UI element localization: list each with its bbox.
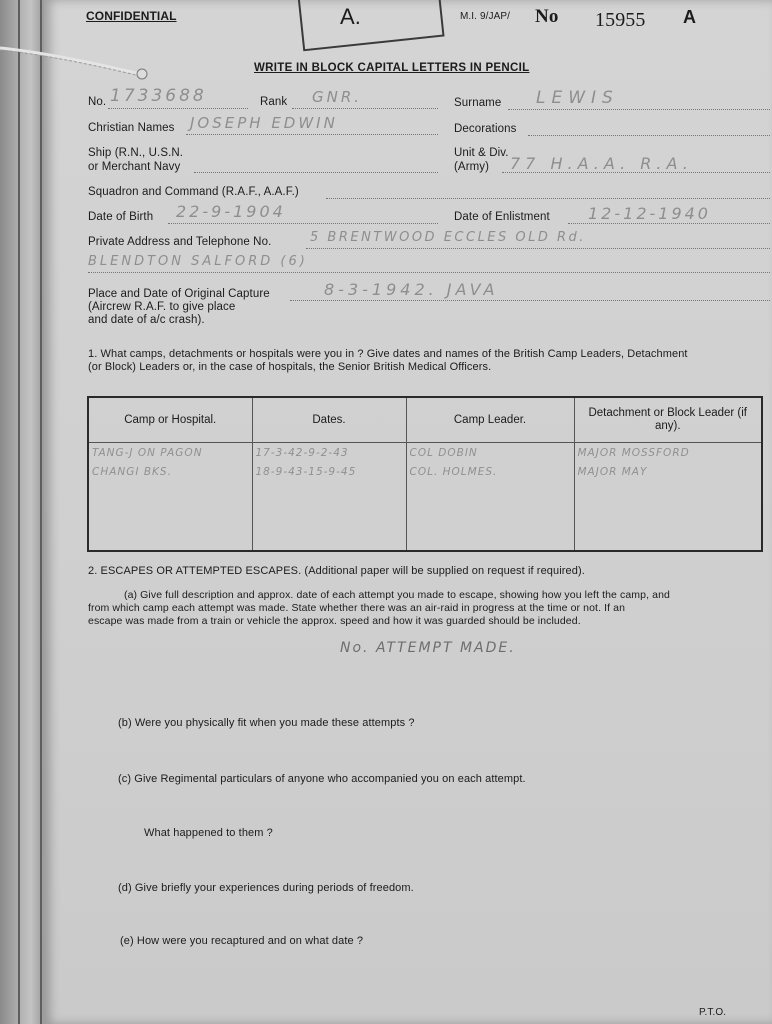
capture-line — [290, 300, 770, 301]
form-suffix: A — [683, 7, 697, 27]
leader-2: COL. HOLMES. — [409, 466, 498, 478]
rank-label: Rank — [260, 96, 288, 108]
q1-line-2: (or Block) Leaders or, in the case of hospitals, the Senior British Medical Officers. — [88, 361, 492, 373]
address-value-2: BLENDTON SALFORD (6) — [88, 254, 308, 269]
dates-2: 18-9-43-15-9-45 — [255, 466, 357, 478]
box-letter: A. — [340, 4, 361, 29]
camps-table — [87, 396, 763, 552]
col-header-detachment: Detachment or Block Leader (if any). — [574, 397, 762, 443]
q2-c-followup: What happened to them ? — [144, 827, 273, 839]
squadron-line — [326, 198, 770, 199]
table-row — [88, 443, 762, 552]
enlistment-value: 12-12-1940 — [588, 204, 711, 223]
form-page — [44, 0, 772, 1024]
q2-title: 2. ESCAPES OR ATTEMPTED ESCAPES. (Additional paper will be supplied on request if required). — [88, 565, 585, 577]
classification-mark: CONFIDENTIAL — [86, 9, 177, 23]
ship-label-2: or Merchant Navy — [88, 161, 181, 173]
dob-label: Date of Birth — [88, 211, 154, 223]
camp-1: TANG-J ON PAGON — [92, 447, 203, 459]
capture-value: 8-3-1942. JAVA — [324, 280, 499, 299]
surname-value: LEWIS — [536, 88, 619, 108]
col-header-dates: Dates. — [252, 397, 406, 443]
leader-1: COL DOBIN — [409, 447, 478, 459]
stamp-box — [297, 0, 444, 51]
q2-b: (b) Were you physically fit when you made these attempts ? — [118, 717, 415, 729]
detachment-2: MAJOR MAY — [577, 466, 648, 478]
rank-line — [292, 108, 438, 109]
q2-d: (d) Give briefly your experiences during periods of freedom. — [118, 882, 414, 894]
no-line — [108, 108, 248, 109]
surname-line — [508, 109, 770, 110]
christian-label: Christian Names — [88, 122, 175, 134]
unit-label-2: (Army) — [454, 161, 490, 173]
capture-label-1: Place and Date of Original Capture — [88, 288, 270, 300]
squadron-label: Squadron and Command (R.A.F., A.A.F.) — [88, 186, 299, 198]
detachment-1: MAJOR MOSSFORD — [577, 447, 690, 459]
christian-value: JOSEPH EDWIN — [190, 114, 338, 132]
q2-a-line-2: from which camp each attempt was made. State whether there was an air-raid in progress at the time or not. If an — [88, 602, 626, 614]
camp-2: CHANGI BKS. — [92, 466, 172, 478]
no-value: 1733688 — [110, 86, 207, 106]
christian-line — [186, 134, 438, 135]
dob-value: 22-9-1904 — [176, 202, 286, 221]
unit-label-1: Unit & Div. — [454, 147, 509, 159]
ref-code: M.I. 9/JAP/ — [460, 11, 511, 22]
capture-label-3: and date of a/c crash). — [88, 314, 205, 326]
col-header-leader: Camp Leader. — [406, 397, 574, 443]
dates-1: 17-3-42-9-2-43 — [255, 447, 349, 459]
decorations-line — [528, 135, 770, 136]
q1-line-1: 1. What camps, detachments or hospitals were you in ? Give dates and names of the British Camp Leaders, Detachment — [88, 348, 688, 360]
enlistment-line — [568, 223, 770, 224]
q2-answer: No. ATTEMPT MADE. — [340, 640, 516, 656]
binder-strip — [0, 0, 44, 1024]
address-line-2 — [88, 272, 770, 273]
q2-c: (c) Give Regimental particulars of anyone who accompanied you on each attempt. — [118, 773, 526, 785]
number-label: No — [535, 6, 559, 27]
surname-label: Surname — [454, 97, 502, 109]
rank-value: GNR. — [312, 88, 363, 106]
instruction-heading: WRITE IN BLOCK CAPITAL LETTERS IN PENCIL — [254, 62, 530, 74]
ship-line — [194, 172, 438, 173]
q2-a-line-3: escape was made from a train or vehicle the approx. speed and how it was guarded should be included. — [88, 615, 581, 627]
pto-mark: P.T.O. — [699, 1007, 727, 1018]
col-header-camp: Camp or Hospital. — [88, 397, 252, 443]
dob-line — [168, 223, 438, 224]
enlistment-label: Date of Enlistment — [454, 211, 550, 223]
no-label: No. — [88, 96, 107, 108]
decorations-label: Decorations — [454, 123, 517, 135]
address-value-1: 5 BRENTWOOD ECCLES OLD Rd. — [310, 230, 586, 245]
q2-e: (e) How were you recaptured and on what date ? — [120, 935, 364, 947]
q2-a-line-1: (a) Give full description and approx. date of each attempt you made to escape, showing how you left the camp, and — [124, 589, 670, 601]
capture-label-2: (Aircrew R.A.F. to give place — [88, 301, 236, 313]
form-number: 15955 — [595, 9, 646, 31]
unit-value: 77 H.A.A. R.A. — [510, 154, 693, 173]
address-line-1 — [306, 248, 770, 249]
address-label: Private Address and Telephone No. — [88, 236, 272, 248]
ship-label-1: Ship (R.N., U.S.N. — [88, 147, 184, 159]
table-header-row — [88, 397, 762, 443]
